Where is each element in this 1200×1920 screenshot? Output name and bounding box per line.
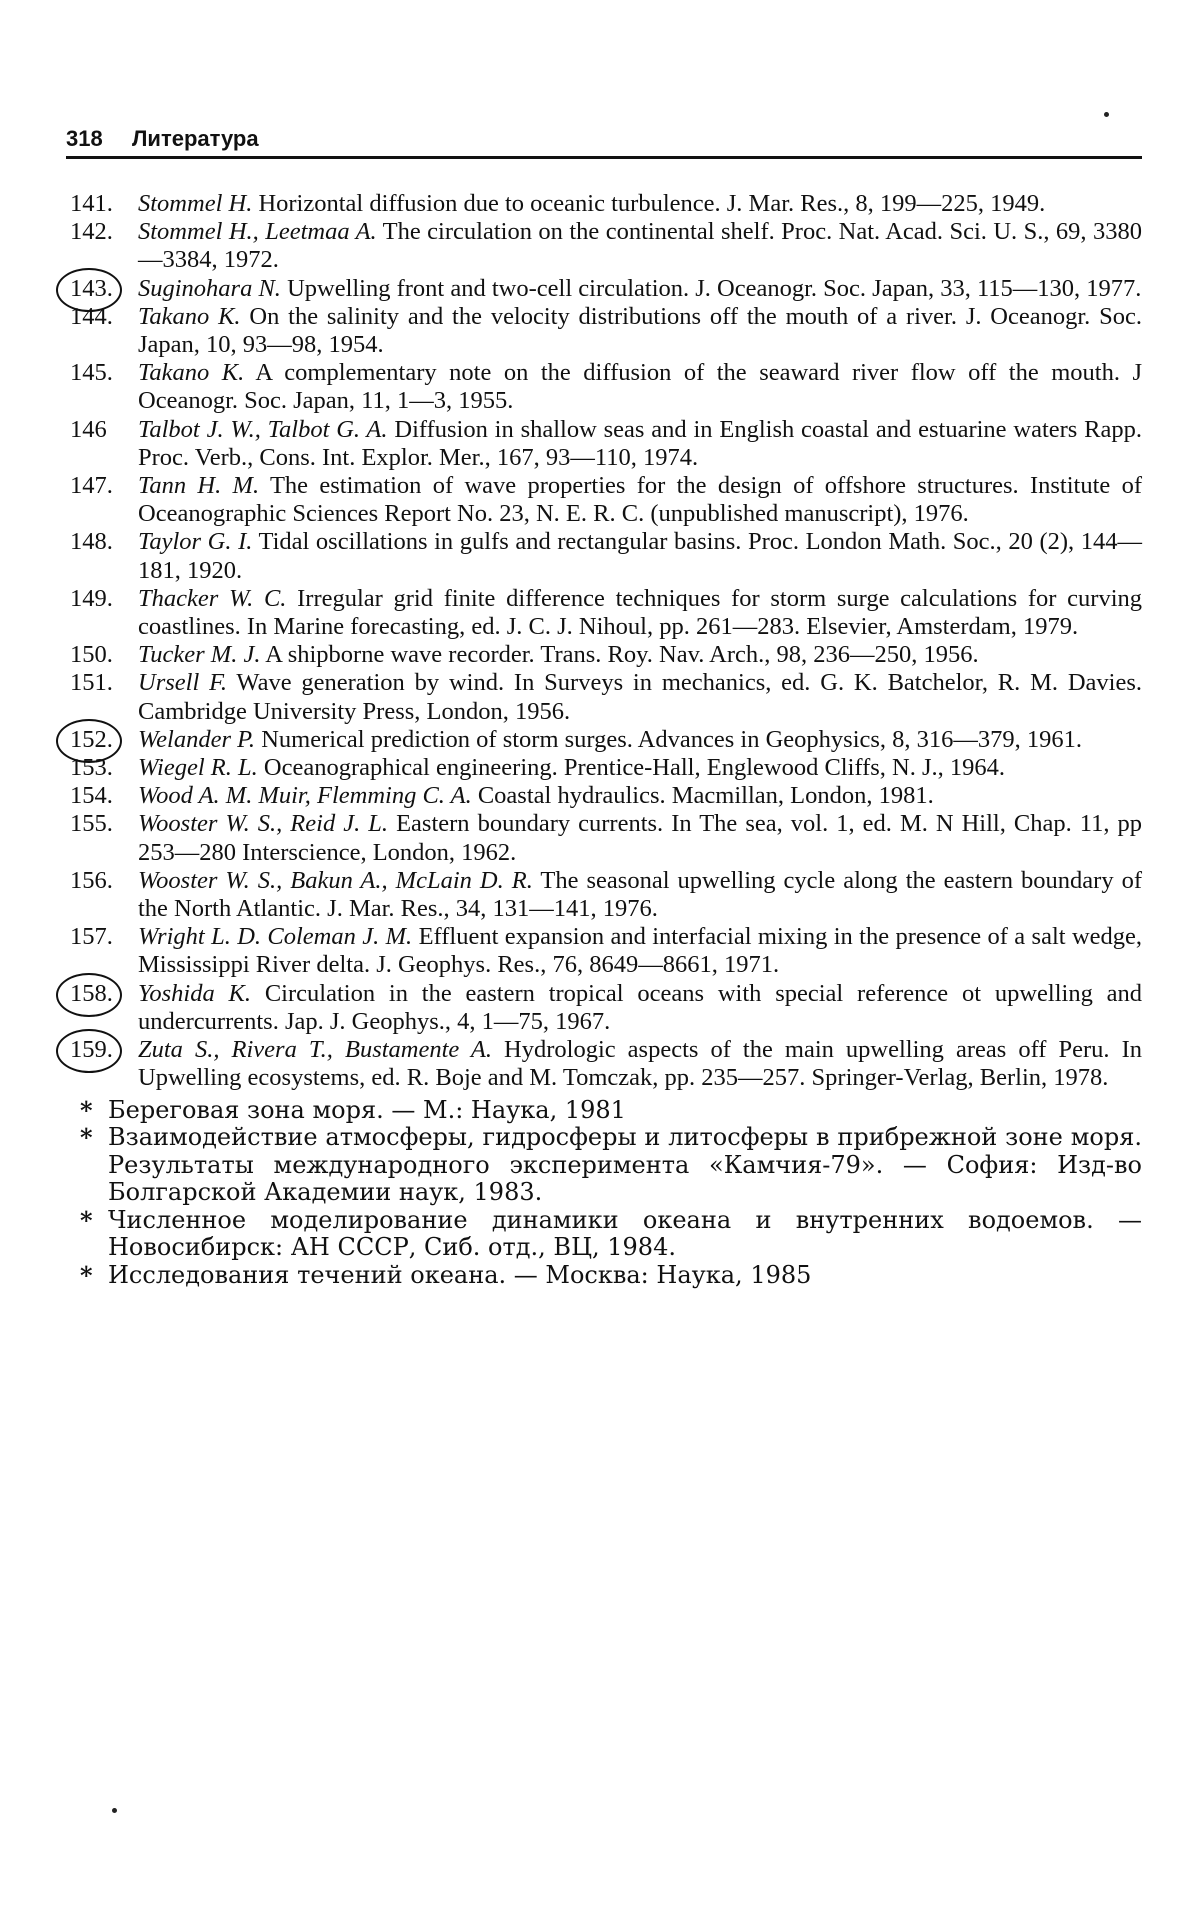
reference-item	[70, 810, 1142, 866]
reference-number: 147.	[70, 472, 113, 500]
reference-authors: Stommel H.	[138, 190, 253, 217]
reference-number: 152.	[70, 726, 132, 754]
reference-text: Diffusion in shallow seas and in English coastal and estuarine waters Rapp. Proc. Verb., Cons. Int. Explor. Mer., 167, 93—110, 1974.	[138, 415, 1143, 471]
reference-text: Eastern boundary currents. In The sea, vol. 1, ed. M. N Hill, Chap. 11, pp 253—280 Interscience, London, 1962.	[138, 810, 1143, 866]
reference-number: 153.	[70, 754, 113, 782]
reference-authors: Yoshida K.	[138, 979, 252, 1007]
additional-reference-item	[70, 1124, 1142, 1207]
reference-number: 156.	[70, 866, 113, 894]
reference-text: Effluent expansion and interfacial mixing in the presence of a salt wedge, Mississippi River delta. J. Geophys. Res., 76, 8649—8661, 1971.	[138, 923, 1143, 979]
reference-number: 143.	[70, 275, 132, 303]
reference-authors: Takano K.	[138, 359, 245, 387]
reference-text: Upwelling front and two-cell circulation. J. Oceanogr. Soc. Japan, 33, 115—130, 1977.	[287, 274, 1142, 302]
reference-text: The seasonal upwelling cycle along the eastern boundary of the North Atlantic. J. Mar. Res., 34, 131—141, 1976.	[138, 866, 1142, 923]
reference-authors: Takano K.	[138, 302, 241, 330]
reference-text: Circulation in the eastern tropical oceans with special reference ot upwelling and undercurrents. Jap. J. Geophys., 4, 1—75, 1967.	[138, 979, 1143, 1035]
reference-item	[70, 190, 1142, 218]
reference-item	[70, 782, 1142, 810]
reference-text: On the salinity and the velocity distributions off the mouth of a river. J. Oceanogr. Soc. Japan, 10, 93—98, 1954.	[138, 302, 1142, 359]
asterisk-mark: *	[80, 1205, 93, 1235]
reference-text: A shipborne wave recorder. Trans. Roy. Nav. Arch., 98, 236—250, 1956.	[265, 641, 979, 669]
reference-authors: Thacker W. C.	[138, 584, 287, 612]
reference-number: 142.	[70, 218, 113, 246]
speck-mark	[112, 1808, 117, 1813]
page-number: 318	[66, 126, 103, 151]
additional-reference-text: Численное моделирование динамики океана и внутренних водоемов. — Новосибирск: АН СССР, Сиб. отд., ВЦ, 1984.	[108, 1205, 1142, 1261]
reference-item	[70, 980, 1142, 1036]
reference-text: The circulation on the continental shelf. Proc. Nat. Acad. Sci. U. S., 69, 3380—3384, 1972.	[138, 218, 1142, 274]
reference-number: 150.	[70, 641, 113, 669]
reference-item	[70, 1036, 1142, 1092]
reference-item	[70, 218, 1142, 274]
reference-item	[70, 641, 1142, 669]
reference-number: 155.	[70, 810, 113, 838]
reference-number: 141.	[70, 190, 113, 217]
reference-text: A complementary note on the diffusion of the seaward river flow off the mouth. J Oceanogr. Soc. Japan, 11, 1—3, 1955.	[138, 359, 1143, 415]
reference-text: Hydrologic aspects of the main upwelling areas off Peru. In Upwelling ecosystems, ed. R. Boje and M. Tomczak, pp. 235—257. Springer-Verlag, Berlin, 1978.	[138, 1036, 1142, 1092]
reference-authors: Wooster W. S., Reid J. L.	[138, 810, 389, 838]
page-title: Литература	[132, 126, 259, 151]
reference-authors: Stommel H., Leetmaa A.	[138, 218, 377, 246]
additional-reference-text: Береговая зона моря. — М.: Наука, 1981	[108, 1095, 626, 1124]
reference-number: 145.	[70, 359, 113, 387]
reference-item	[70, 416, 1142, 472]
page-header	[66, 126, 1142, 159]
reference-authors: Wood A. M. Muir, Flemming C. A.	[138, 782, 472, 810]
reference-text: Irregular grid finite difference techniques for storm surge calculations for curving coastlines. In Marine forecasting, ed. J. C. J. Nihoul, pp. 261—283. Elsevier, Amsterdam, 1979.	[138, 584, 1142, 641]
reference-text: Oceanographical engineering. Prentice-Hall, Englewood Cliffs, N. J., 1964.	[263, 754, 1006, 782]
additional-reference-text: Исследования течений океана. — Москва: Наука, 1985	[108, 1260, 812, 1289]
reference-authors: Welander P.	[138, 725, 256, 753]
reference-authors: Talbot J. W., Talbot G. A.	[138, 415, 388, 443]
reference-list	[70, 190, 1142, 1289]
reference-authors: Tucker M. J.	[138, 641, 261, 669]
reference-text: Horizontal diffusion due to oceanic turbulence. J. Mar. Res., 8, 199—225, 1949.	[258, 190, 1046, 217]
reference-number: 148.	[70, 528, 113, 556]
speck-mark	[1104, 112, 1109, 117]
reference-item	[70, 923, 1142, 979]
reference-item	[70, 528, 1142, 584]
reference-item	[70, 359, 1142, 415]
reference-text: Tidal oscillations in gulfs and rectangular basins. Proc. London Math. Soc., 20 (2), 144—181, 1920.	[138, 528, 1142, 584]
reference-authors: Taylor G. I.	[138, 528, 253, 556]
reference-number: 157.	[70, 923, 113, 951]
reference-item	[70, 669, 1142, 725]
additional-reference-text: Взаимодействие атмосферы, гидросферы и литосферы в прибрежной зоне моря. Результаты международного эксперимента «Камчия-79». — София: Изд-во Болгарской Академии наук, 1983.	[108, 1123, 1142, 1206]
reference-authors: Zuta S., Rivera T., Bustamente A.	[138, 1036, 492, 1064]
reference-authors: Ursell F.	[138, 669, 228, 697]
reference-number: 144.	[70, 302, 113, 330]
reference-item	[70, 754, 1142, 782]
reference-authors: Wooster W. S., Bakun A., McLain D. R.	[138, 866, 533, 894]
additional-reference-item	[70, 1097, 1142, 1125]
reference-number: 159.	[70, 1036, 132, 1064]
reference-text: Coastal hydraulics. Macmillan, London, 1981.	[477, 782, 934, 810]
reference-number: 158.	[70, 980, 132, 1008]
reference-authors: Wiegel R. L.	[138, 754, 258, 782]
reference-number: 151.	[70, 669, 113, 697]
asterisk-mark: *	[80, 1095, 93, 1125]
reference-authors: Wright L. D. Coleman J. M.	[138, 923, 413, 951]
reference-number: 154.	[70, 782, 113, 810]
reference-authors: Tann H. M.	[138, 472, 260, 500]
reference-authors: Suginohara N.	[138, 274, 281, 302]
reference-item	[70, 867, 1142, 923]
reference-text: Numerical prediction of storm surges. Advances in Geophysics, 8, 316—379, 1961.	[261, 725, 1083, 753]
additional-reference-item	[70, 1262, 1142, 1290]
reference-item	[70, 303, 1142, 359]
reference-item	[70, 472, 1142, 528]
asterisk-mark: *	[80, 1260, 93, 1290]
reference-text: The estimation of wave properties for the design of offshore structures. Institute of Oceanographic Sciences Report No. 23, N. E. R. C. (unpublished manuscript), 1976.	[138, 472, 1142, 528]
reference-item	[70, 585, 1142, 641]
reference-item	[70, 726, 1142, 754]
additional-references	[70, 1097, 1142, 1290]
reference-number: 149.	[70, 584, 113, 612]
reference-number: 146	[70, 415, 107, 443]
asterisk-mark: *	[80, 1123, 93, 1152]
reference-text: Wave generation by wind. In Surveys in mechanics, ed. G. K. Batchelor, R. M. Davies. Cambridge University Press, London, 1956.	[138, 669, 1142, 725]
reference-item	[70, 275, 1142, 303]
additional-reference-item	[70, 1207, 1142, 1262]
